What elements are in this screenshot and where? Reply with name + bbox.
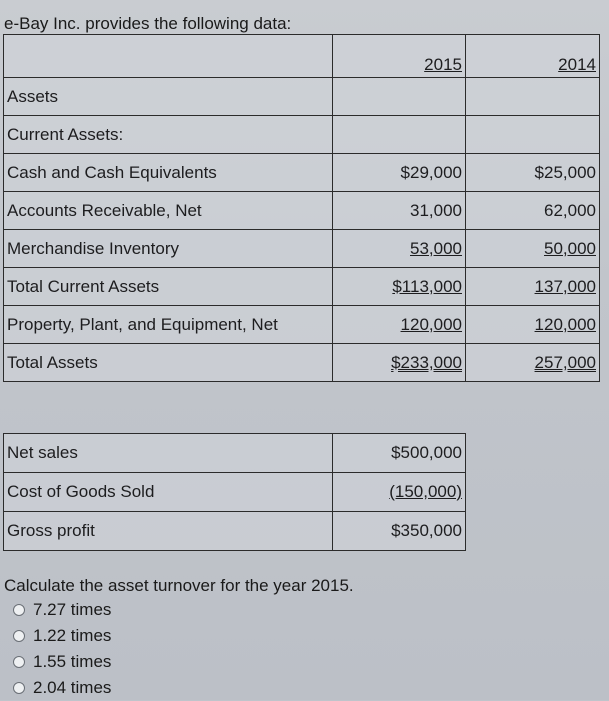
value-2015: $113,000: [333, 268, 466, 306]
table-row: [4, 344, 600, 382]
row-label: Cash and Cash Equivalents: [4, 154, 333, 192]
value-2014: [466, 116, 600, 154]
row-label: Total Current Assets: [4, 268, 333, 306]
row-label: Gross profit: [4, 512, 333, 551]
value-2014: 120,000: [466, 306, 600, 344]
table-row: [4, 306, 600, 344]
value-2014: 50,000: [466, 230, 600, 268]
answer-option[interactable]: [13, 649, 111, 675]
table-row: [4, 230, 600, 268]
balance-sheet-table: [3, 34, 600, 382]
problem-heading: e-Bay Inc. provides the following data:: [4, 14, 292, 33]
answer-option[interactable]: [13, 675, 111, 701]
value-2015: [333, 78, 466, 116]
table-header-row: [4, 35, 600, 78]
table-row: [4, 78, 600, 116]
value-2015: 31,000: [333, 192, 466, 230]
value-2015: 53,000: [333, 230, 466, 268]
radio-button[interactable]: [13, 682, 25, 694]
row-label: Cost of Goods Sold: [4, 473, 333, 512]
row-label: Total Assets: [4, 344, 333, 382]
header-2015: 2015: [333, 35, 466, 78]
value-2015: 120,000: [333, 306, 466, 344]
option-label: 1.55 times: [33, 652, 112, 671]
income-statement-table: [3, 433, 466, 551]
value-2014: 137,000: [466, 268, 600, 306]
table-row: [4, 512, 466, 551]
table-row: [4, 473, 466, 512]
table-row: [4, 192, 600, 230]
row-label: Current Assets:: [4, 116, 333, 154]
table-row: [4, 116, 600, 154]
row-value: $350,000: [333, 512, 466, 551]
row-label: Property, Plant, and Equipment, Net: [4, 306, 333, 344]
row-label: Assets: [4, 78, 333, 116]
radio-button[interactable]: [13, 604, 25, 616]
value-2015: $29,000: [333, 154, 466, 192]
answer-option[interactable]: [13, 623, 111, 649]
radio-button[interactable]: [13, 630, 25, 642]
table-row: [4, 268, 600, 306]
value-2014: 257,000: [466, 344, 600, 382]
value-2014: $25,000: [466, 154, 600, 192]
answer-options: [13, 597, 111, 701]
row-label: Net sales: [4, 434, 333, 473]
value-2015: $233,000: [333, 344, 466, 382]
table-row: [4, 154, 600, 192]
option-label: 7.27 times: [33, 600, 112, 619]
value-2014: [466, 78, 600, 116]
row-value: $500,000: [333, 434, 466, 473]
header-label-cell: [4, 35, 333, 78]
answer-option[interactable]: [13, 597, 111, 623]
option-label: 2.04 times: [33, 678, 112, 697]
question-text: Calculate the asset turnover for the year 2015.: [4, 576, 354, 595]
radio-button[interactable]: [13, 656, 25, 668]
row-value: (150,000): [333, 473, 466, 512]
table-row: [4, 434, 466, 473]
value-2015: [333, 116, 466, 154]
value-2014: 62,000: [466, 192, 600, 230]
row-label: Merchandise Inventory: [4, 230, 333, 268]
row-label: Accounts Receivable, Net: [4, 192, 333, 230]
option-label: 1.22 times: [33, 626, 112, 645]
header-2014: 2014: [466, 35, 600, 78]
